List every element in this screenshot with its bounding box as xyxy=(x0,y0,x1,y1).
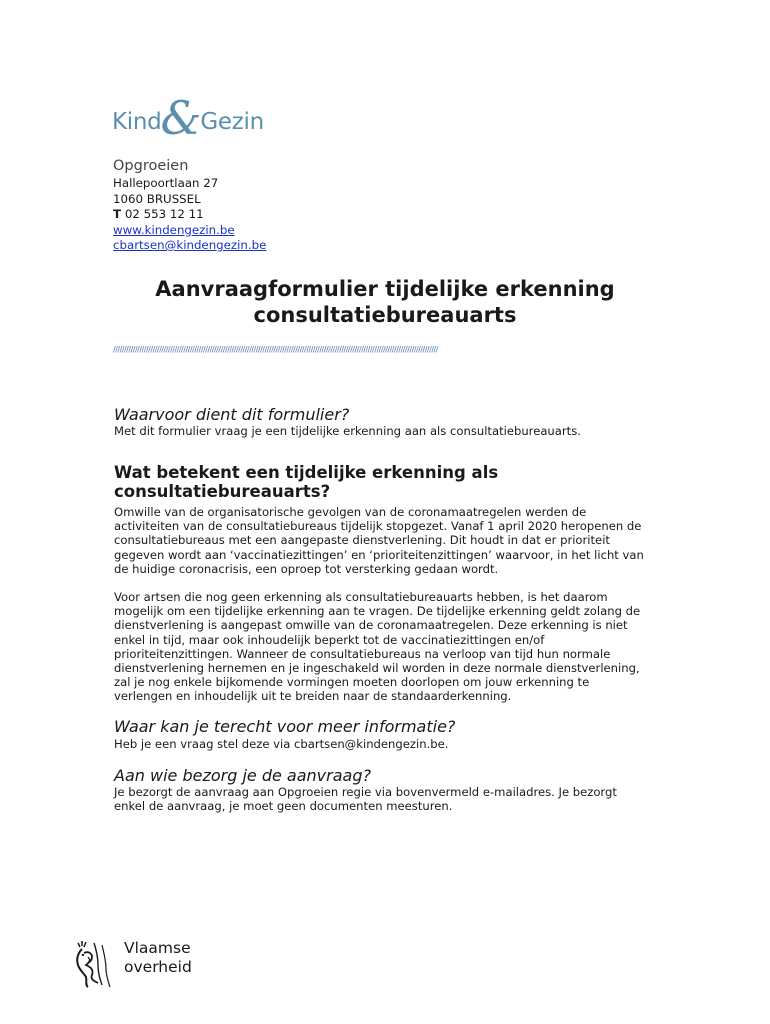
phone-line xyxy=(113,207,266,223)
paragraph-line: zal je nog enkele bijkomende vormingen moeten doorlopen om jouw erkenning te xyxy=(114,675,590,690)
decorative-divider: //////////////////////////////////////////////////////////////////////////////////////////////////////////////////////////////////////////////////// xyxy=(113,345,438,354)
logo-gezin-text: Gezin xyxy=(200,109,264,135)
paragraph-line: gegeven wordt aan ‘vaccinatiezittingen’ en ‘prioriteitenzittingen’ waarvoor, in het licht van xyxy=(114,547,644,562)
footer-line-1: Vlaamse xyxy=(124,939,191,957)
paragraph-line: activiteiten van de consultatiebureaus tijdelijk stopgezet. Vanaf 1 april 2020 heropenen de xyxy=(114,519,642,534)
title-line-1: Aanvraagformulier tijdelijke erkenning xyxy=(155,277,615,301)
paragraph-line: verlengen en inhoudelijk uit te breiden naar de standaarderkenning. xyxy=(114,689,512,704)
section-info-text: Heb je een vraag stel deze via cbartsen@kindengezin.be. xyxy=(114,737,449,751)
paragraph-line: de huidige coronacrisis, een oproep tot versterking gedaan wordt. xyxy=(114,561,499,576)
section-meaning-heading-line-1: Wat betekent een tijdelijke erkenning als xyxy=(114,463,499,482)
phone-number: 02 553 12 11 xyxy=(124,207,204,221)
section-info xyxy=(114,717,714,751)
paragraph-line: enkel in tijd, maar ook inhoudelijk beperkt tot de vaccinatiezittingen en/of xyxy=(114,632,545,647)
footer-text xyxy=(124,939,192,977)
section-purpose-text: Met dit formulier vraag je een tijdelijke erkenning aan als consultatiebureauarts. xyxy=(114,424,581,438)
section-meaning xyxy=(114,463,714,704)
flemish-lion-icon xyxy=(70,935,122,989)
paragraph-line: dienstverlening hernemen en je ingeschakeld wil worden in deze normale dienstverlening, xyxy=(114,661,640,676)
section-meaning-paragraph-1 xyxy=(114,505,714,576)
section-info-heading: Waar kan je terecht voor meer informatie? xyxy=(114,717,456,736)
paragraph-line: Voor artsen die nog geen erkenning als consultatiebureauarts hebben, is het daarom xyxy=(114,590,608,605)
kind-en-gezin-logo xyxy=(112,91,264,145)
paragraph-line: dienstverlening is aangepast omwille van de coronamaatregelen. Deze erkenning is niet xyxy=(114,618,628,633)
logo-kind-text: Kind xyxy=(112,109,162,135)
vlaamse-overheid-logo xyxy=(70,935,192,989)
section-purpose xyxy=(114,405,714,438)
title-line-2: consultatiebureauarts xyxy=(253,303,517,327)
logo-ampersand: & xyxy=(160,91,202,145)
section-purpose-heading: Waarvoor dient dit formulier? xyxy=(114,405,350,424)
paragraph-line: Je bezorgt de aanvraag aan Opgroeien regie via bovenvermeld e-mailadres. Je bezorgt xyxy=(114,785,617,799)
document-title xyxy=(60,276,710,328)
paragraph-line: enkel de aanvraag, je moet geen documenten meesturen. xyxy=(114,799,453,814)
paragraph-line: mogelijk om een tijdelijke erkenning aan te vragen. De tijdelijke erkenning geldt zolang de xyxy=(114,604,641,619)
section-submit-heading: Aan wie bezorg je de aanvraag? xyxy=(114,766,371,785)
organization-name: Opgroeien xyxy=(113,158,189,174)
paragraph-line: consultatiebureaus met een aangepaste dienstverlening. Dit houdt in dat er prioriteit xyxy=(114,533,610,548)
paragraph-line: prioriteitenzittingen. Wanneer de consultatiebureaus na verloop van tijd hun normale xyxy=(114,646,611,661)
website-link[interactable]: www.kindengezin.be xyxy=(113,222,235,237)
city-address: 1060 BRUSSEL xyxy=(113,191,201,206)
section-submit xyxy=(114,766,714,813)
paragraph-line: Omwille van de organisatorische gevolgen van de coronamaatregelen werden de xyxy=(114,505,587,519)
address-block xyxy=(113,157,266,254)
footer-line-2: overheid xyxy=(124,958,192,976)
phone-label: T xyxy=(113,207,122,221)
section-meaning-heading-line-2: consultatiebureauarts? xyxy=(114,482,331,501)
email-link[interactable]: cbartsen@kindengezin.be xyxy=(113,238,267,252)
section-meaning-paragraph-2 xyxy=(114,590,714,704)
street-address: Hallepoortlaan 27 xyxy=(113,176,219,190)
